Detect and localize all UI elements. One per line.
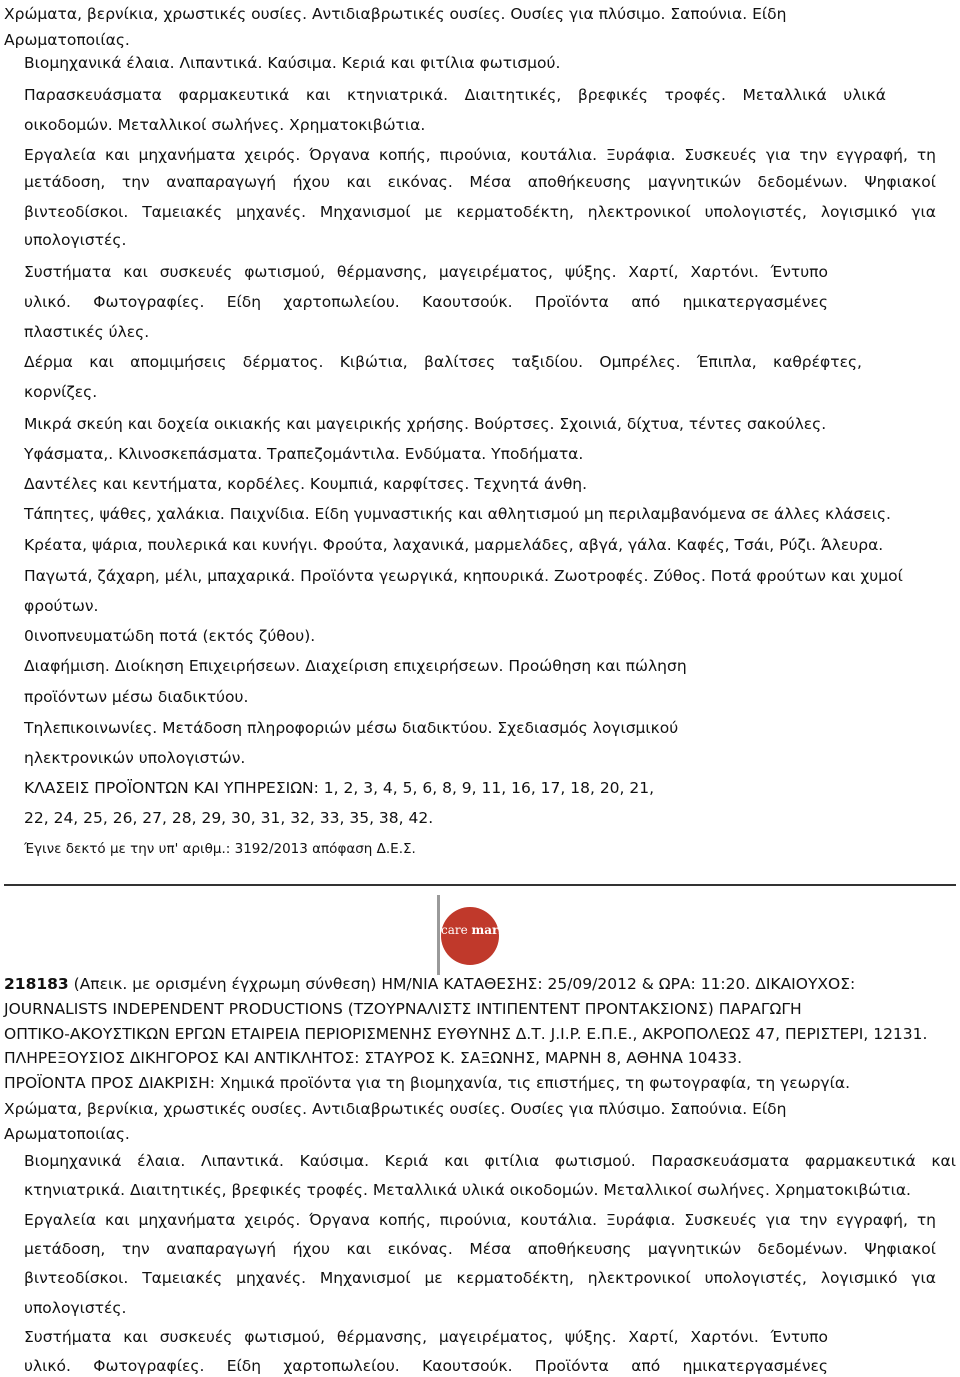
text-line: ΠΡΟΪΟΝΤΑ ΠΡΟΣ ΔΙΑΚΡΙΣΗ: Χημικά προϊόντα για τη βιομηχανία, τις επιστήμες, τη φωτογραφία, τη γεωργία. — [4, 1074, 850, 1092]
text-line: Εργαλεία και μηχανήματα χειρός. Όργανα κοπής, πιρούνια, κουτάλια. Ξυράφια. Συσκευές για την εγγραφή, τη — [24, 1211, 936, 1229]
text-line: οικοδομών. Μεταλλικοί σωλήνες. Χρηματοκιβώτια. — [24, 116, 426, 134]
text-line: ΟΠΤΙΚΟ-ΑΚΟΥΣΤΙΚΩΝ ΕΡΓΩΝ ΕΤΑΙΡΕΙΑ ΠΕΡΙΟΡΙΣΜΕΝΗΣ ΕΥΘΥΝΗΣ Δ.Τ. J.I.P. Ε.Π.Ε., ΑΚΡΟΠΟΛΕΩΣ 47, ΠΕΡΙΣΤΕΡΙ, 12131. — [4, 1025, 928, 1043]
text-line: υπολογιστές. — [24, 1299, 127, 1317]
trademark-logo — [433, 895, 523, 975]
classes-line: 22, 24, 25, 26, 27, 28, 29, 30, 31, 32, 33, 35, 38, 42. — [24, 809, 434, 827]
text-line: Παρασκευάσματα φαρμακευτικά και κτηνιατρικά. Διαιτητικές, βρεφικές τροφές. Μεταλλικά υλικά — [24, 86, 886, 104]
approval-note: Έγινε δεκτό με την υπ' αριθμ.: 3192/2013 απόφαση Δ.Ε.Σ. — [24, 841, 416, 857]
text-line: κορνίζες. — [24, 383, 98, 401]
logo-word-market: market — [471, 923, 520, 937]
text-line: Βιομηχανικά έλαια. Λιπαντικά. Καύσιμα. Κεριά και φιτίλια φωτισμού. — [24, 54, 561, 72]
text-line: Δέρμα και απομιμήσεις δέρματος. Κιβώτια, βαλίτσες ταξιδίου. Ομπρέλες. Έπιπλα, καθρέφτες, — [24, 353, 862, 371]
text-line: Τηλεπικοινωνίες. Μετάδοση πληροφοριών μέσω διαδικτύου. Σχεδιασμός λογισμικού — [24, 719, 679, 737]
text-line: φρούτων. — [24, 597, 99, 615]
text-line: υλικό. Φωτογραφίες. Είδη χαρτοπωλείου. Καουτσούκ. Προϊόντα από ημικατεργασμένες — [24, 293, 828, 311]
text-line: προϊόντων μέσω διαδικτύου. — [24, 688, 249, 706]
text-line: 0ινοπνευματώδη ποτά (εκτός ζύθου). — [24, 627, 316, 645]
text-line: μετάδοση, την αναπαραγωγή ήχου και εικόνας. Μέσα αποθήκευσης μαγνητικών δεδομένων. Ψηφιακοί — [24, 173, 936, 191]
text-line: ΠΛΗΡΕΞΟΥΣΙΟΣ ΔΙΚΗΓΟΡΟΣ ΚΑΙ ΑΝΤΙΚΛΗΤΟΣ: ΣΤΑΥΡΟΣ Κ. ΣΑΞΩΝΗΣ, ΜΑΡΝΗ 8, ΑΘΗΝΑ 10433. — [4, 1049, 743, 1067]
text-line: Τάπητες, ψάθες, χαλάκια. Παιχνίδια. Είδη γυμναστικής και αθλητισμού μη περιλαμβανόμενα σε άλλες κλάσεις. — [24, 505, 891, 523]
text-line: Χρώματα, βερνίκια, χρωστικές ουσίες. Αντιδιαβρωτικές ουσίες. Ουσίες για πλύσιμο. Σαπούνια. Είδη — [4, 5, 787, 23]
text-line: υλικό. Φωτογραφίες. Είδη χαρτοπωλείου. Καουτσούκ. Προϊόντα από ημικατεργασμένες — [24, 1357, 828, 1375]
text-line: JOURNALISTS INDEPENDENT PRODUCTIONS (ΤΖΟΥΡΝΑΛΙΣΤΣ ΙΝΤΙΠΕΝΤΕΝΤ ΠΡΟΝΤΑΚΣΙΟΝΣ) ΠΑΡΑΓΩΓΗ — [4, 1000, 802, 1018]
text-line: υπολογιστές. — [24, 231, 127, 249]
text-line: Συστήματα και συσκευές φωτισμού, θέρμανσης, μαγειρέματος, ψύξης. Χαρτί, Χαρτόνι. Έντυπο — [24, 263, 828, 281]
text-line: πλαστικές ύλες. — [24, 323, 150, 341]
classes-line: ΚΛΑΣΕΙΣ ΠΡΟΪΟΝΤΩΝ ΚΑΙ ΥΠΗΡΕΣΙΩΝ: 1, 2, 3, 4, 5, 6, 8, 9, 11, 16, 17, 18, 20, 21, — [24, 779, 655, 797]
section-divider — [4, 884, 956, 886]
text-line: Συστήματα και συσκευές φωτισμού, θέρμανσης, μαγειρέματος, ψύξης. Χαρτί, Χαρτόνι. Έντυπο — [24, 1328, 828, 1346]
text-line: βιντεοδίσκοι. Ταμειακές μηχανές. Μηχανισμοί με κερματοδέκτη, ηλεκτρονικοί υπολογιστές, λογισμικό για — [24, 203, 936, 221]
text-line: Παγωτά, ζάχαρη, μέλι, μπαχαρικά. Προϊόντα γεωργικά, κηπουρικά. Ζωοτροφές. Ζύθος. Ποτά φρούτων και χυμοί — [24, 567, 903, 585]
text-line: Χρώματα, βερνίκια, χρωστικές ουσίες. Αντιδιαβρωτικές ουσίες. Ουσίες για πλύσιμο. Σαπούνια. Είδη — [4, 1100, 787, 1118]
entry-header-line — [4, 974, 855, 994]
logo-wordmark — [441, 923, 520, 937]
logo-bar — [437, 895, 440, 975]
text-line: βιντεοδίσκοι. Ταμειακές μηχανές. Μηχανισμοί με κερματοδέκτη, ηλεκτρονικοί υπολογιστές, λογισμικό για — [24, 1269, 936, 1287]
application-number: 218183 — [4, 975, 69, 993]
logo-word-care: care — [441, 923, 468, 937]
text-line: Δαντέλες και κεντήματα, κορδέλες. Κουμπιά, καρφίτσες. Τεχνητά άνθη. — [24, 475, 588, 493]
text-line: Αρωματοποιίας. — [4, 1125, 130, 1143]
text-line: Εργαλεία και μηχανήματα χειρός. Όργανα κοπής, πιρούνια, κουτάλια. Ξυράφια. Συσκευές για την εγγραφή, τη — [24, 146, 936, 164]
text-line: Κρέατα, ψάρια, πουλερικά και κυνήγι. Φρούτα, λαχανικά, μαρμελάδες, αβγά, γάλα. Καφές, Τσάι, Ρύζι. Άλευρα. — [24, 536, 884, 554]
text-line: Μικρά σκεύη και δοχεία οικιακής και μαγειρικής χρήσης. Βούρτσες. Σχοινιά, δίχτυα, τέντες σακούλες. — [24, 415, 827, 433]
text-line: Διαφήμιση. Διοίκηση Επιχειρήσεων. Διαχείριση επιχειρήσεων. Προώθηση και πώληση — [24, 657, 687, 675]
filing-details: (Απεικ. με ορισμένη έγχρωμη σύνθεση) ΗΜ/ΝΙΑ ΚΑΤΑΘΕΣΗΣ: 25/09/2012 & ΩΡΑ: 11:20. ΔΙΚΑΙΟΥΧΟΣ: — [68, 975, 856, 993]
text-line: Βιομηχανικά έλαια. Λιπαντικά. Καύσιμα. Κεριά και φιτίλια φωτισμού. Παρασκευάσματα φαρμακευτικά και — [24, 1152, 956, 1170]
text-line: Αρωματοποιίας. — [4, 31, 130, 49]
text-line: ηλεκτρονικών υπολογιστών. — [24, 749, 246, 767]
text-line: Υφάσματα,. Κλινοσκεπάσματα. Τραπεζομάντιλα. Ενδύματα. Υποδήματα. — [24, 445, 584, 463]
text-line: κτηνιατρικά. Διαιτητικές, βρεφικές τροφές. Μεταλλικά υλικά οικοδομών. Μεταλλικοί σωλήνες. Χρηματοκιβώτια. — [24, 1181, 911, 1199]
text-line: μετάδοση, την αναπαραγωγή ήχου και εικόνας. Μέσα αποθήκευσης μαγνητικών δεδομένων. Ψηφιακοί — [24, 1240, 936, 1258]
